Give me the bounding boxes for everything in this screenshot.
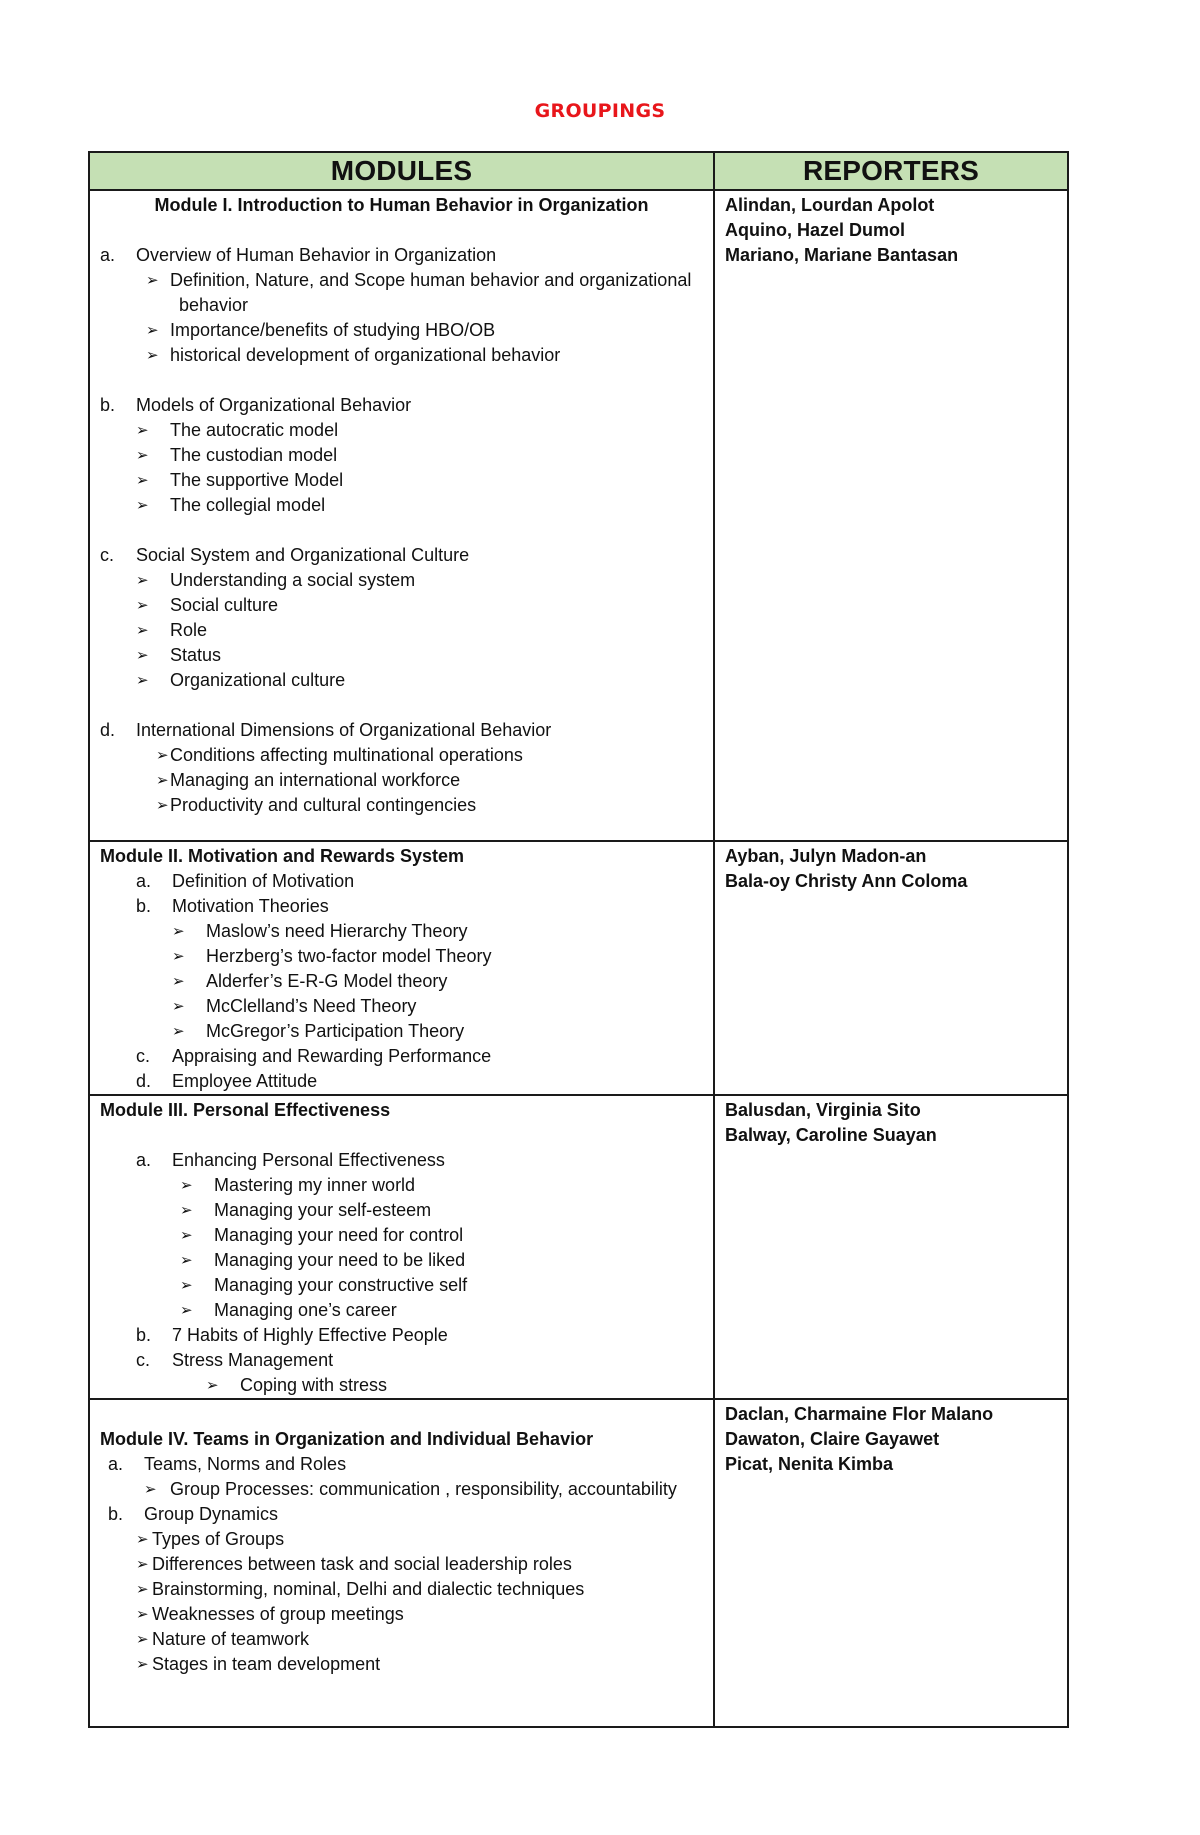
reporters-cell: [714, 1095, 1068, 1399]
arrow-bullet-icon: ➢: [136, 447, 149, 464]
list-item: ➢ Herzberg’s two-factor model Theory: [100, 944, 703, 969]
list-item: ➢ The supportive Model: [100, 468, 703, 493]
section-heading: a. Definition of Motivation: [136, 871, 355, 891]
reporter-name: Picat, Nenita Kimba: [725, 1454, 894, 1474]
list-item: ➢ Brainstorming, nominal, Delhi and dialectic techniques: [100, 1577, 703, 1602]
list-item: ➢ historical development of organizational behavior: [100, 343, 703, 368]
reporter-name: Bala-oy Christy Ann Coloma: [725, 871, 968, 891]
list-item: ➢ Status: [100, 643, 703, 668]
module-row-3: [89, 1095, 1068, 1399]
list-item: ➢ Conditions affecting multinational operations: [100, 743, 703, 768]
section-heading: d. International Dimensions of Organizational Behavior: [100, 720, 552, 740]
list-item: ➢ Managing one’s career: [100, 1298, 703, 1323]
arrow-bullet-icon: ➢: [136, 1656, 149, 1673]
groupings-table: [88, 151, 1069, 1728]
list-item: ➢ Organizational culture: [100, 668, 703, 693]
arrow-bullet-icon: ➢: [156, 772, 169, 789]
list-item: ➢ Mastering my inner world: [100, 1173, 703, 1198]
list-item: ➢ The collegial model: [100, 493, 703, 518]
arrow-bullet-icon: ➢: [206, 1377, 219, 1394]
arrow-bullet-icon: ➢: [136, 1606, 149, 1623]
reporters-cell: [714, 1399, 1068, 1727]
arrow-bullet-icon: ➢: [136, 1581, 149, 1598]
arrow-bullet-icon: ➢: [172, 1023, 185, 1040]
modules-header: MODULES: [89, 152, 714, 190]
list-item: ➢ Differences between task and social leadership roles: [100, 1552, 703, 1577]
arrow-bullet-icon: ➢: [172, 923, 185, 940]
reporters-cell: [714, 841, 1068, 1095]
list-item: ➢ Coping with stress: [100, 1373, 703, 1398]
section-heading: b. Group Dynamics: [108, 1504, 279, 1524]
arrow-bullet-icon: ➢: [172, 973, 185, 990]
section-heading: a. Enhancing Personal Effectiveness: [136, 1150, 445, 1170]
reporters-cell: [714, 190, 1068, 841]
list-item: ➢ Managing your need for control: [100, 1223, 703, 1248]
list-item: ➢ Understanding a social system: [100, 568, 703, 593]
arrow-bullet-icon: ➢: [172, 948, 185, 965]
list-item: ➢ Social culture: [100, 593, 703, 618]
section-heading: d. Employee Attitude: [136, 1071, 318, 1091]
list-item: ➢ Types of Groups: [100, 1527, 703, 1552]
list-item: ➢ Managing your self-esteem: [100, 1198, 703, 1223]
arrow-bullet-icon: ➢: [180, 1252, 193, 1269]
section-heading: b. Models of Organizational Behavior: [100, 395, 412, 415]
module-row-1: [89, 190, 1068, 841]
module-cell: [89, 190, 714, 841]
reporter-name: Aquino, Hazel Dumol: [725, 220, 905, 240]
module-title: Module III. Personal Effectiveness: [100, 1100, 391, 1120]
document-title: GROUPINGS: [534, 100, 666, 122]
arrow-bullet-icon: ➢: [156, 797, 169, 814]
list-item-continuation: behavior: [179, 295, 249, 315]
list-item: ➢ Maslow’s need Hierarchy Theory: [100, 919, 703, 944]
arrow-bullet-icon: ➢: [146, 347, 159, 364]
list-item: ➢ Weaknesses of group meetings: [100, 1602, 703, 1627]
module-row-2: [89, 841, 1068, 1095]
arrow-bullet-icon: ➢: [136, 1631, 149, 1648]
list-item: ➢ Role: [100, 618, 703, 643]
module-cell: [89, 841, 714, 1095]
list-item: ➢ Definition, Nature, and Scope human behavior and organizational: [100, 268, 703, 293]
arrow-bullet-icon: ➢: [180, 1202, 193, 1219]
module-cell: [89, 1095, 714, 1399]
module-row-4: [89, 1399, 1068, 1727]
list-item: ➢ The custodian model: [100, 443, 703, 468]
section-heading: c. Stress Management: [136, 1350, 334, 1370]
list-item: ➢ Managing an international workforce: [100, 768, 703, 793]
arrow-bullet-icon: ➢: [180, 1277, 193, 1294]
arrow-bullet-icon: ➢: [136, 497, 149, 514]
arrow-bullet-icon: ➢: [146, 272, 159, 289]
module-cell: [89, 1399, 714, 1727]
arrow-bullet-icon: ➢: [136, 672, 149, 689]
arrow-bullet-icon: ➢: [180, 1302, 193, 1319]
arrow-bullet-icon: ➢: [136, 1556, 149, 1573]
arrow-bullet-icon: ➢: [136, 422, 149, 439]
section-heading: b. 7 Habits of Highly Effective People: [136, 1325, 448, 1345]
list-item: ➢ Stages in team development: [100, 1652, 703, 1677]
arrow-bullet-icon: ➢: [144, 1481, 157, 1498]
arrow-bullet-icon: ➢: [136, 1531, 149, 1548]
list-item: ➢ Nature of teamwork: [100, 1627, 703, 1652]
list-item: ➢ McGregor’s Participation Theory: [100, 1019, 703, 1044]
arrow-bullet-icon: ➢: [180, 1227, 193, 1244]
table-header-row: [89, 152, 1068, 190]
section-heading: c. Appraising and Rewarding Performance: [136, 1046, 492, 1066]
arrow-bullet-icon: ➢: [146, 322, 159, 339]
reporter-name: Mariano, Mariane Bantasan: [725, 245, 959, 265]
section-heading: b. Motivation Theories: [136, 896, 329, 916]
arrow-bullet-icon: ➢: [136, 572, 149, 589]
module-title: Module IV. Teams in Organization and Individual Behavior: [100, 1429, 594, 1449]
arrow-bullet-icon: ➢: [136, 647, 149, 664]
module-title: Module I. Introduction to Human Behavior in Organization: [154, 195, 649, 215]
arrow-bullet-icon: ➢: [136, 472, 149, 489]
reporter-name: Alindan, Lourdan Apolot: [725, 195, 935, 215]
section-heading: c. Social System and Organizational Culture: [100, 545, 470, 565]
section-heading: a. Overview of Human Behavior in Organization: [100, 245, 497, 265]
list-item: ➢ Managing your constructive self: [100, 1273, 703, 1298]
list-item: ➢ Alderfer’s E-R-G Model theory: [100, 969, 703, 994]
arrow-bullet-icon: ➢: [156, 747, 169, 764]
reporter-name: Balway, Caroline Suayan: [725, 1125, 937, 1145]
arrow-bullet-icon: ➢: [136, 597, 149, 614]
list-item: ➢ Group Processes: communication , responsibility, accountability: [100, 1477, 703, 1502]
arrow-bullet-icon: ➢: [136, 622, 149, 639]
list-item: ➢ Productivity and cultural contingencies: [100, 793, 703, 818]
arrow-bullet-icon: ➢: [172, 998, 185, 1015]
list-item: ➢ McClelland’s Need Theory: [100, 994, 703, 1019]
reporter-name: Dawaton, Claire Gayawet: [725, 1429, 940, 1449]
section-heading: a. Teams, Norms and Roles: [108, 1454, 347, 1474]
reporter-name: Ayban, Julyn Madon-an: [725, 846, 927, 866]
arrow-bullet-icon: ➢: [180, 1177, 193, 1194]
list-item: ➢ The autocratic model: [100, 418, 703, 443]
list-item: ➢ Importance/benefits of studying HBO/OB: [100, 318, 703, 343]
reporter-name: Balusdan, Virginia Sito: [725, 1100, 921, 1120]
list-item: ➢ Managing your need to be liked: [100, 1248, 703, 1273]
reporters-header: REPORTERS: [714, 152, 1068, 190]
module-title: Module II. Motivation and Rewards System: [100, 846, 465, 866]
reporter-name: Daclan, Charmaine Flor Malano: [725, 1404, 994, 1424]
